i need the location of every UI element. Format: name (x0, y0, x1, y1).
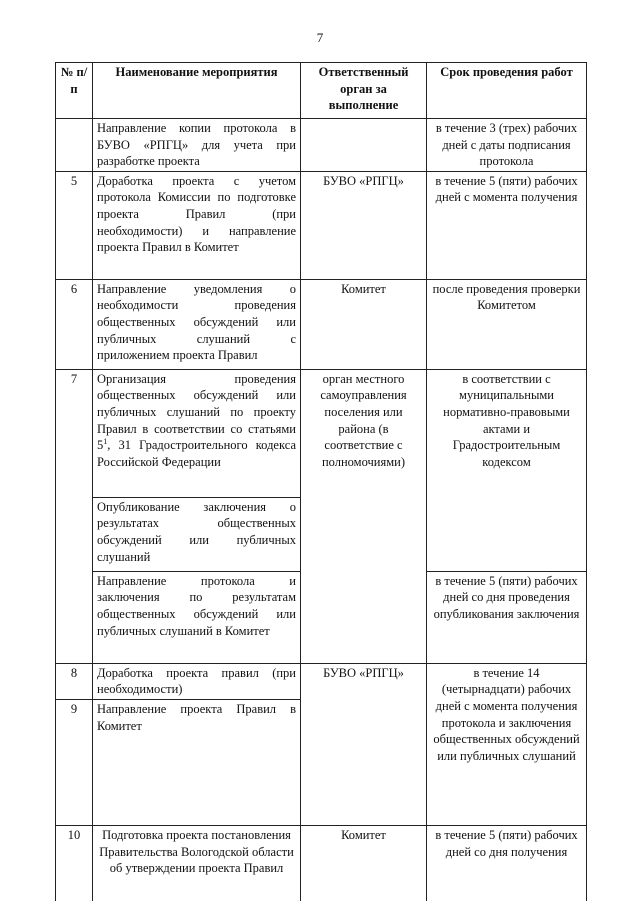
row-responsible: БУВО «РПГЦ» (301, 663, 427, 825)
row-responsible: орган местного самоуправления поселения или района (в соответствие с полномочиями) (301, 369, 427, 663)
row-responsible (301, 119, 427, 172)
row-deadline: в течение 5 (пяти) рабочих дней с момента получения (427, 171, 587, 279)
table-row (56, 119, 587, 172)
header-deadline: Срок проведения работ (427, 63, 587, 119)
table-row (56, 369, 587, 497)
header-num: № п/п (56, 63, 93, 119)
row-deadline: в соответствии с муниципальными нормативно-правовыми актами и Градостроительным кодексом (427, 369, 587, 571)
row-num: 7 (56, 369, 93, 663)
row-responsible: Комитет (301, 825, 427, 901)
row-name (93, 369, 301, 497)
article-superscript: 1 (103, 437, 108, 446)
header-responsible: Ответственный орган за выполнение (301, 63, 427, 119)
row-name: Доработка проекта с учетом протокола Комиссии по подготовке проекта Правил (при необходимости) и направление проекта Правил в Комитет (93, 171, 301, 279)
header-name: Наименование мероприятия (93, 63, 301, 119)
row-name: Направление протокола и заключения по результатам общественных обсуждений или публичных слушаний в Комитет (93, 571, 301, 663)
schedule-table (55, 62, 587, 901)
row-name-part2: , 31 Градостроительного кодекса Российской Федерации (97, 438, 296, 469)
row-num (56, 119, 93, 172)
row-deadline: после проведения проверки Комитетом (427, 279, 587, 369)
row-num: 5 (56, 171, 93, 279)
row-num: 10 (56, 825, 93, 901)
table-header-row (56, 63, 587, 119)
row-name: Направление копии протокола в БУВО «РПГЦ» для учета при разработке проекта (93, 119, 301, 172)
row-num: 8 (56, 663, 93, 699)
row-name: Подготовка проекта постановления Правительства Вологодской области об утверждении проекта Правил (93, 825, 301, 901)
row-deadline: в течение 3 (трех) рабочих дней с даты подписания протокола (427, 119, 587, 172)
row-num: 9 (56, 699, 93, 825)
row-name: Доработка проекта правил (при необходимости) (93, 663, 301, 699)
row-responsible: Комитет (301, 279, 427, 369)
row-name: Направление проекта Правил в Комитет (93, 699, 301, 825)
table-row (56, 279, 587, 369)
table-row (56, 171, 587, 279)
row-responsible: БУВО «РПГЦ» (301, 171, 427, 279)
table-row (56, 825, 587, 901)
row-name: Направление уведомления о необходимости проведения общественных обсуждений или публичных слушаний с приложением проекта Правил (93, 279, 301, 369)
row-deadline: в течение 5 (пяти) рабочих дней со дня проведения опубликования заключения (427, 571, 587, 663)
row-name-part1: Организация проведения общественных обсуждений или публичных слушаний по проекту Правил в соответствии со статьями 5 (97, 371, 296, 453)
page-number: 7 (316, 30, 324, 45)
row-name: Опубликование заключения о результатах общественных обсуждений или публичных слушаний (93, 497, 301, 571)
row-deadline: в течение 14 (четырнадцати) рабочих дней с момента получения протокола и заключения общественных обсуждений или публичных слушаний (427, 663, 587, 825)
row-deadline: в течение 5 (пяти) рабочих дней со дня получения (427, 825, 587, 901)
row-num: 6 (56, 279, 93, 369)
table-row (56, 663, 587, 699)
